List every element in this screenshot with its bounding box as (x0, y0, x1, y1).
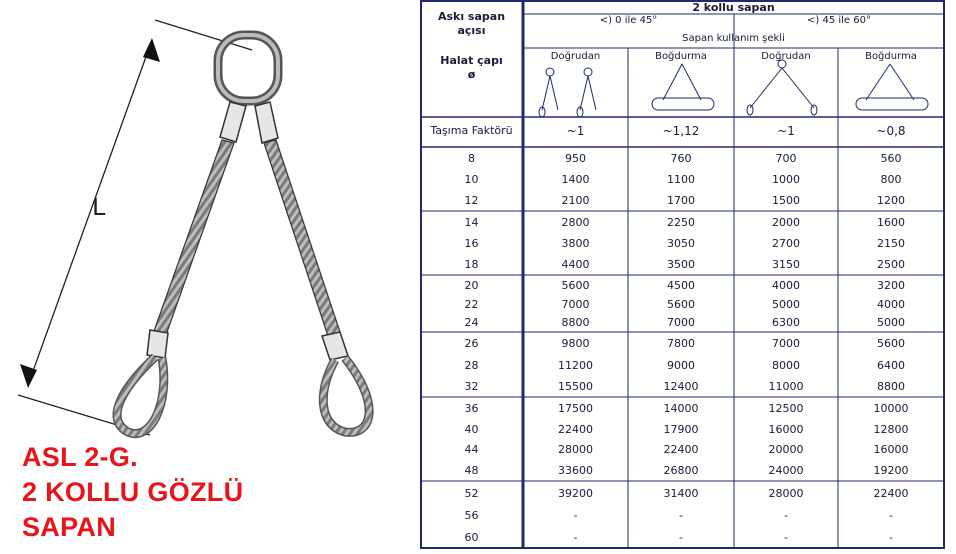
capacity-cell: - (679, 508, 683, 522)
capacity-cell: 17900 (663, 422, 699, 436)
capacity-cell: 1400 (561, 173, 590, 186)
capacity-cell: 9800 (561, 337, 590, 351)
capacity-cell: 28000 (768, 486, 804, 500)
capacity-cell: 7000 (561, 297, 590, 311)
capacity-cell: 7000 (667, 316, 695, 330)
left-header (420, 10, 523, 82)
capacity-cell: 2700 (772, 237, 800, 250)
choke-icon-2 (856, 64, 928, 110)
diameter-cell: 10 (464, 173, 479, 186)
method-4: Boğdurma (865, 51, 917, 62)
capacity-cell: 17500 (558, 401, 593, 415)
diameter-cell: 14 (464, 216, 479, 229)
factor-label: Taşıma Faktörü (430, 124, 513, 137)
caption-line-2: 2 KOLLU GÖZLÜ (22, 477, 244, 507)
diameter-cell: 60 (464, 530, 479, 544)
angle-group-1: <) 0 ile 45° (599, 15, 658, 26)
diameter-cell: 36 (464, 401, 479, 415)
method-1: Doğrudan (550, 51, 601, 62)
capacity-cell: 12500 (768, 401, 804, 415)
capacity-cell: 3150 (772, 258, 800, 271)
capacity-cell: 760 (670, 152, 692, 165)
capacity-cell: 12400 (663, 379, 699, 393)
diameter-cell: 44 (464, 443, 479, 457)
capacity-cell: 31400 (663, 486, 699, 500)
capacity-cell: 14000 (663, 401, 699, 415)
capacity-cell: 20000 (768, 443, 804, 457)
capacity-cell: 19200 (873, 464, 909, 478)
capacity-cell: 22400 (558, 422, 593, 436)
diameter-cell: 40 (464, 422, 479, 436)
diameter-cell: 20 (464, 278, 479, 292)
capacity-cell: 16000 (873, 443, 909, 457)
capacity-cell: - (679, 530, 683, 544)
capacity-cell: 1600 (877, 216, 905, 229)
capacity-cell: 2100 (561, 194, 590, 207)
capacity-cell: 10000 (873, 401, 909, 415)
direct-icon-1 (539, 68, 596, 117)
diameter-cell: 48 (464, 464, 479, 478)
diameter-cell: 52 (464, 486, 479, 500)
capacity-cell: - (889, 508, 893, 522)
capacity-cell: 39200 (558, 486, 593, 500)
capacity-cell: - (573, 530, 578, 544)
usage-label: Sapan kullanım şekli (682, 33, 785, 44)
diameter-cell: 22 (464, 297, 479, 311)
capacity-cell: 4000 (877, 297, 905, 311)
capacity-cell: 16000 (768, 422, 804, 436)
capacity-cell: 3800 (561, 237, 590, 250)
diameter-cell: 26 (464, 337, 479, 351)
capacity-cell: 2000 (772, 216, 800, 229)
diameter-cell: 12 (464, 194, 479, 207)
capacity-cell: 560 (880, 152, 902, 165)
product-caption (22, 440, 243, 545)
method-3: Doğrudan (761, 51, 811, 62)
capacity-cell: 1200 (877, 194, 905, 207)
capacity-cell: 950 (565, 152, 586, 165)
choke-icon-1 (652, 64, 714, 110)
capacity-cell: - (889, 530, 893, 544)
diameter-cell: 28 (464, 358, 479, 372)
capacity-cell: 2500 (877, 258, 905, 271)
capacity-cell: 5600 (877, 337, 905, 351)
diameter-cell: 16 (464, 237, 479, 250)
capacity-cell: 15500 (558, 379, 593, 393)
caption-line-1: ASL 2-G. (22, 442, 138, 472)
capacity-cell: 6400 (877, 358, 905, 372)
capacity-cell: 3200 (877, 278, 905, 292)
capacity-cell: 9000 (667, 358, 695, 372)
capacity-cell: 7000 (772, 337, 800, 351)
angle-group-2: <) 45 ile 60° (807, 15, 871, 26)
capacity-cell: 8800 (561, 316, 590, 330)
diameter-cell: 8 (468, 152, 475, 165)
capacity-cell: 33600 (558, 464, 593, 478)
capacity-cell: 3500 (667, 258, 695, 271)
factor-2: ~1,12 (662, 124, 700, 138)
capacity-cell: 28000 (558, 443, 593, 457)
capacity-cell: 700 (775, 152, 797, 165)
capacity-cell: 1000 (772, 173, 800, 186)
capacity-cell: 12800 (873, 422, 909, 436)
capacity-cell: 22400 (873, 486, 909, 500)
capacity-cell: 26800 (663, 464, 699, 478)
capacity-cell: 800 (880, 173, 902, 186)
method-2: Boğdurma (655, 51, 707, 62)
capacity-cell: 1700 (667, 194, 695, 207)
bottom-ferrules (147, 330, 348, 360)
left-header-line1: Askı sapan (437, 10, 506, 23)
capacity-cell: - (784, 530, 788, 544)
eye-loops (117, 357, 369, 434)
capacity-cell: 7800 (667, 337, 695, 351)
diameter-cell: 24 (464, 316, 479, 330)
dimension-label: L (92, 193, 106, 221)
master-link (218, 35, 278, 101)
capacity-cell: 4500 (667, 278, 695, 292)
capacity-cell: 4400 (561, 258, 590, 271)
capacity-cell: 2150 (877, 237, 905, 250)
caption-line-3: SAPAN (22, 512, 117, 542)
rope-legs (154, 140, 340, 336)
capacity-cell: 5000 (877, 316, 905, 330)
factor-4: ~0,8 (876, 124, 906, 138)
capacity-cell: 8000 (772, 358, 800, 372)
capacity-cell: 4000 (772, 278, 800, 292)
capacity-cell: 22400 (663, 443, 699, 457)
capacity-cell: 3050 (667, 237, 695, 250)
factor-1: ~1 (566, 124, 585, 138)
diameter-cell: 18 (464, 258, 479, 271)
capacity-cell: 1500 (772, 194, 800, 207)
left-header-line4: ø (467, 68, 476, 81)
diameter-cell: 32 (464, 379, 479, 393)
capacity-cell: 2250 (667, 216, 695, 229)
factor-3: ~1 (777, 124, 795, 138)
capacity-cell: 8800 (877, 379, 905, 393)
capacity-cell: 5000 (772, 297, 800, 311)
capacity-cell: 5600 (561, 278, 590, 292)
capacity-cell: 1100 (667, 173, 695, 186)
capacity-table-wrapper (420, 0, 956, 550)
diameter-cell: 56 (464, 508, 479, 522)
table-title: 2 kollu sapan (692, 1, 775, 14)
capacity-cell: - (784, 508, 788, 522)
capacity-cell: 11200 (558, 358, 593, 372)
capacity-cell: 5600 (667, 297, 695, 311)
direct-icon-2 (747, 60, 817, 115)
capacity-cell: - (573, 508, 578, 522)
top-ferrules (220, 102, 278, 143)
capacity-cell: 24000 (768, 464, 804, 478)
left-header-line3: Halat çapı (440, 54, 503, 67)
capacity-cell: 2800 (561, 216, 590, 229)
capacity-cell: 6300 (772, 316, 800, 330)
left-header-line2: açısı (457, 24, 486, 37)
capacity-cell: 11000 (768, 379, 804, 393)
